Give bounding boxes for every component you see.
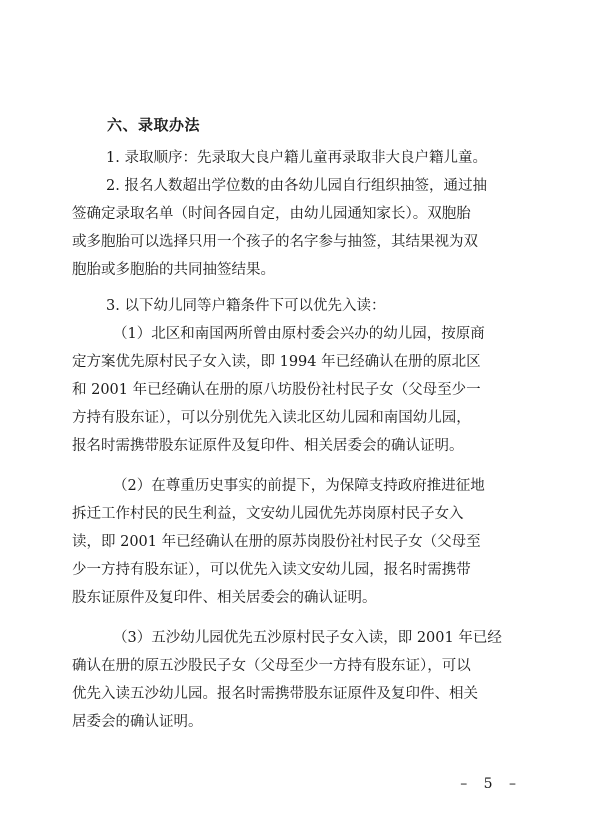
text-line: 读，即 2001 年已经确认在册的原苏岗股份社村民子女（父母至	[72, 534, 481, 550]
text-line: 报名时需携带股东证原件及复印件、相关居委会的确认证明。	[72, 438, 464, 454]
text-line: 3. 以下幼儿同等户籍条件下可以优先入读：	[106, 298, 386, 314]
text-line: 股东证原件及复印件、相关居委会的确认证明。	[72, 590, 377, 606]
sub-item-2	[72, 472, 536, 612]
text-line: （3）五沙幼儿园优先五沙原村民子女入读，即 2001 年已经	[113, 630, 502, 646]
section-heading: 六、录取办法	[107, 116, 201, 134]
sub-item-3	[72, 624, 536, 736]
text-line: 或多胞胎可以选择只用一个孩子的名字参与抽签，其结果视为双	[72, 234, 478, 250]
text-line: 胞胎或多胞胎的共同抽签结果。	[72, 262, 275, 278]
rule-item-1	[72, 144, 536, 172]
sub-item-1	[72, 320, 536, 460]
text-line: 2. 报名人数超出学位数的由各幼儿园自行组织抽签，通过抽	[106, 178, 487, 194]
text-line: 确认在册的原五沙股民子女（父母至少一方持有股东证），可以	[72, 658, 471, 674]
text-line: 优先入读五沙幼儿园。报名时需携带股东证原件及复印件、相关	[72, 686, 478, 702]
text-line: 1. 录取顺序：先录取大良户籍儿童再录取非大良户籍儿童。	[106, 150, 487, 166]
text-line: 拆迁工作村民的民生利益，文安幼儿园优先苏岗原村民子女入	[72, 506, 464, 522]
text-line: 签确定录取名单（时间各园自定，由幼儿园通知家长）。双胞胎	[72, 206, 471, 222]
text-line: 居委会的确认证明。	[72, 714, 203, 730]
text-line: （2）在尊重历史事实的前提下，为保障支持政府推进征地	[113, 478, 485, 494]
text-line: 少一方持有股东证），可以优先入读文安幼儿园，报名时需携带	[72, 562, 471, 578]
rule-item-2	[72, 172, 536, 284]
text-line: （1）北区和南国两所曾由原村委会兴办的幼儿园，按原商	[113, 326, 485, 342]
page-number: – 5 –	[460, 776, 522, 792]
text-line: 和 2001 年已经确认在册的原八坊股份社村民子女（父母至少一	[72, 382, 481, 398]
text-line: 方持有股东证），可以分别优先入读北区幼儿园和南国幼儿园，	[72, 410, 471, 426]
text-line: 定方案优先原村民子女入读，即 1994 年已经确认在册的原北区	[72, 354, 481, 370]
rule-item-3	[72, 292, 536, 320]
